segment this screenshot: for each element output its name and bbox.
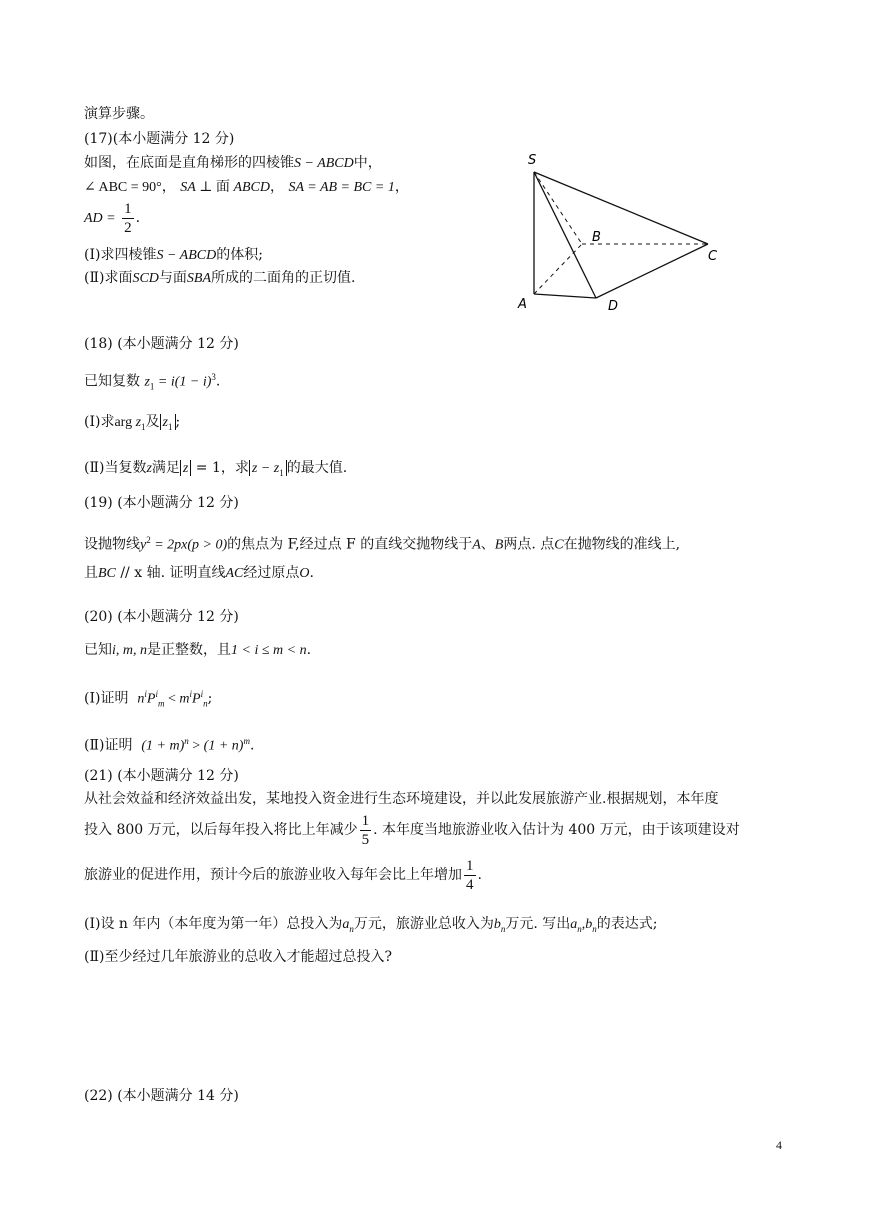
q17-pyramid-figure [510,148,740,318]
q21-part1-c: 万元. 写出 [505,916,571,932]
q19-ac: AC [225,566,244,581]
q20-line1-b: 是正整数，且 [147,642,231,658]
q21-line2-b: . 本年度当地旅游业收入估计为 400 万元，由于该项建设对 [373,822,740,838]
q17-ad-fraction [122,200,134,237]
q17-base: ABCD [233,180,270,195]
q19-line2-c: 经过原点 [243,565,300,581]
label-a: A [518,297,527,312]
q17-sep1: ， [161,179,176,195]
q17-part2-a: (Ⅱ)求面 [84,270,133,286]
q17-ad-lhs: AD = [84,211,116,226]
q21-header: (21) (本小题满分 12 分) [84,768,239,784]
q18-part1-z: z [135,415,142,430]
q20-left: (1 + m) [141,738,185,754]
q19-line1-e: 在抛物线的准线上, [563,536,681,553]
q19-c: C [554,537,564,553]
q20-part2-a: (Ⅱ)证明 [84,737,133,754]
q17-part2-e: 所成的二面角的正切值. [211,270,356,286]
q18-abs-sub: 1 [168,421,173,432]
q21-line2 [84,810,740,850]
q20-part1-a: (Ⅰ)证明 [84,690,129,707]
q17-sa: SA [180,180,196,195]
q20-part1 [84,684,212,713]
q17-length-condition: SA = AB = BC = 1 [288,180,395,195]
q19-eq: = 2px(p > 0) [150,537,228,553]
q17-perp: ⊥ 面 [195,180,234,195]
q18-part1-a: (Ⅰ)求 [84,414,115,430]
q17-part2 [84,268,355,289]
q17-conditions [84,177,409,198]
label-s: S [528,153,537,168]
q18-expr: = i(1 − i) [154,374,212,390]
q21-frac2-den: 4 [466,876,474,893]
q21-bn: b [493,917,501,932]
q18-part1-c: ; [175,414,181,430]
q21-an2-sub: n [577,923,582,934]
q17-ad-num: 1 [124,200,132,217]
q19-line2-b: // x 轴. 证明直线 [115,565,226,581]
q21-part1-a: (Ⅰ)设 n 年内（本年度为第一年）总投入为 [84,916,343,932]
q19-header: (19) (本小题满分 12 分) [84,495,239,511]
q21-bn-sub: n [500,923,506,934]
q17-sep2: ， [270,179,284,195]
q21-an-sub: n [349,923,354,934]
q20-line1-c: . [306,642,312,658]
q18-arg: arg [114,415,136,430]
q19-line1 [84,530,680,556]
q18-line1 [84,367,220,396]
edge-ad [534,294,596,298]
q17-part2-d: SBA [186,271,212,286]
q18-part1-sub: 1 [141,421,146,432]
q18-line1-a: 已知复数 [84,373,140,390]
q21-line3-b: . [477,867,482,883]
q18-exp: 3 [211,372,216,382]
q22-header: (22) (本小题满分 14 分) [84,1088,239,1104]
q17-intro-text-b: 中， [353,155,382,171]
q17-ad-end: . [135,210,141,226]
q21-part1-b: 万元，旅游业总收入为 [353,916,494,932]
q21-fraction-one-quarter [464,857,476,894]
q17-part1 [84,245,263,266]
edge-ab-hidden [534,244,582,294]
edge-sb-hidden [534,172,582,244]
q19-bc: BC [98,566,116,581]
q17-sep3: ， [394,179,409,195]
q17-angle-condition: ∠ ABC = 90° [84,180,162,195]
q18-line1-end: . [215,373,221,390]
q18-part2-abs: z [182,461,189,476]
q21-line3 [84,855,482,895]
q19-line1-a: 设抛物线 [84,536,140,553]
q20-p2-sub: n [203,698,208,709]
q21-line1: 从社会效益和经济效益出发，某地投入资金进行生态环境建设，并以此发展旅游产业.根据规划，本年度 [84,791,719,807]
q20-line1-a: 已知 [84,642,112,658]
q20-right-sup: m [243,736,250,746]
q18-part2-abs2: z − z [251,461,280,476]
q18-part1-b: 及 [145,414,160,430]
label-b: B [592,230,601,245]
q17-ad-den: 2 [124,219,132,236]
q18-part2-c: = 1，求 [191,460,249,476]
q21-line2-a: 投入 800 万元，以后每年投入将比上年减少 [84,822,358,838]
section-heading-tail: 演算步骤。 [84,106,154,122]
q20-p2-sup: i [200,689,204,699]
q20-p2: P [192,691,201,707]
q18-part2-b: 满足 [151,460,180,476]
q21-frac1-den: 5 [361,831,370,848]
q17-part1-a: (Ⅰ)求四棱锥 [84,247,157,263]
q20-gt: > [188,738,204,754]
q18-part1 [84,412,180,437]
q17-intro [84,153,382,174]
q21-part2: (Ⅱ)至少经过几年旅游业的总收入才能超过总投入? [84,949,392,965]
page-number: 4 [776,1138,782,1152]
q20-p1: P [146,691,156,707]
q19-b: B [494,537,504,553]
q17-part2-c: 与面 [158,270,187,286]
q20-left-sup: n [184,736,189,746]
q19-o: O [299,566,310,581]
q20-part2-end: . [249,737,255,754]
q20-right: (1 + n) [203,738,244,754]
q20-m-sup: i [189,689,193,699]
q17-part1-c: 的体积; [216,247,263,263]
q21-frac2-num: 1 [466,857,474,874]
q18-part2-abs2-sub: 1 [279,467,284,478]
q17-intro-text-a: 如图，在底面是直角梯形的四棱锥 [84,155,294,171]
q19-line2-a: 且 [84,565,98,581]
q21-comma: , [581,917,586,932]
q17-ad-condition [84,198,140,239]
q19-y-sup: 2 [146,535,151,545]
q21-line3-a: 旅游业的促进作用，预计今后的旅游业收入每年会比上年增加 [84,867,462,883]
q18-part2 [84,458,347,483]
q20-p1-sub: m [157,698,165,709]
q21-an2: a [570,917,578,932]
q18-z1: z [144,374,150,390]
q17-part2-b: SCD [132,271,159,286]
q20-m: m [179,691,190,707]
q19-a: A [472,537,481,553]
q19-line2 [84,563,314,584]
q18-part2-d: 的最大值. [286,460,348,476]
edge-sd [534,172,596,298]
q20-part1-end: ; [207,690,213,707]
q20-header: (20) (本小题满分 12 分) [84,609,239,625]
q21-part1 [84,914,658,939]
q18-abs-z: z [162,415,168,430]
q17-header: (17)(本小题满分 12 分) [84,131,235,147]
q19-line1-c: 、 [480,536,495,553]
edge-dc [596,244,708,298]
q20-lt: < [164,691,180,707]
q20-line1 [84,640,311,661]
q20-part2 [84,731,254,757]
q18-header: (18) (本小题满分 12 分) [84,336,239,352]
q17-pyramid-name: S − ABCD [294,156,354,171]
q19-line1-d: 两点. 点 [503,536,555,553]
q20-ineq: 1 < i ≤ m < n [231,643,307,658]
q20-n-sup: i [144,689,147,699]
q19-line1-b: 的焦点为 F,经过点 F 的直线交抛物线于 [227,536,473,553]
label-d: D [608,299,619,314]
q21-bn2-sub: n [592,923,597,934]
q20-vars: i, m, n [112,643,147,658]
q17-part1-b: S − ABCD [156,248,217,263]
q20-p1-sup: i [155,689,158,699]
label-c: C [708,249,718,264]
q21-frac1-num: 1 [361,812,370,829]
q18-z1-sub: 1 [149,381,155,392]
edge-sc [534,172,708,244]
q18-part2-a: (Ⅱ)当复数 [84,460,147,476]
q19-y: y [140,537,147,553]
q21-an: a [342,917,350,932]
q19-line2-d: . [309,565,314,581]
q21-fraction-one-fifth [360,812,372,849]
q20-n: n [137,691,145,707]
q21-part1-d: 的表达式; [596,916,658,932]
q21-bn2: b [585,917,593,932]
q18-part2-z: z [146,461,152,476]
